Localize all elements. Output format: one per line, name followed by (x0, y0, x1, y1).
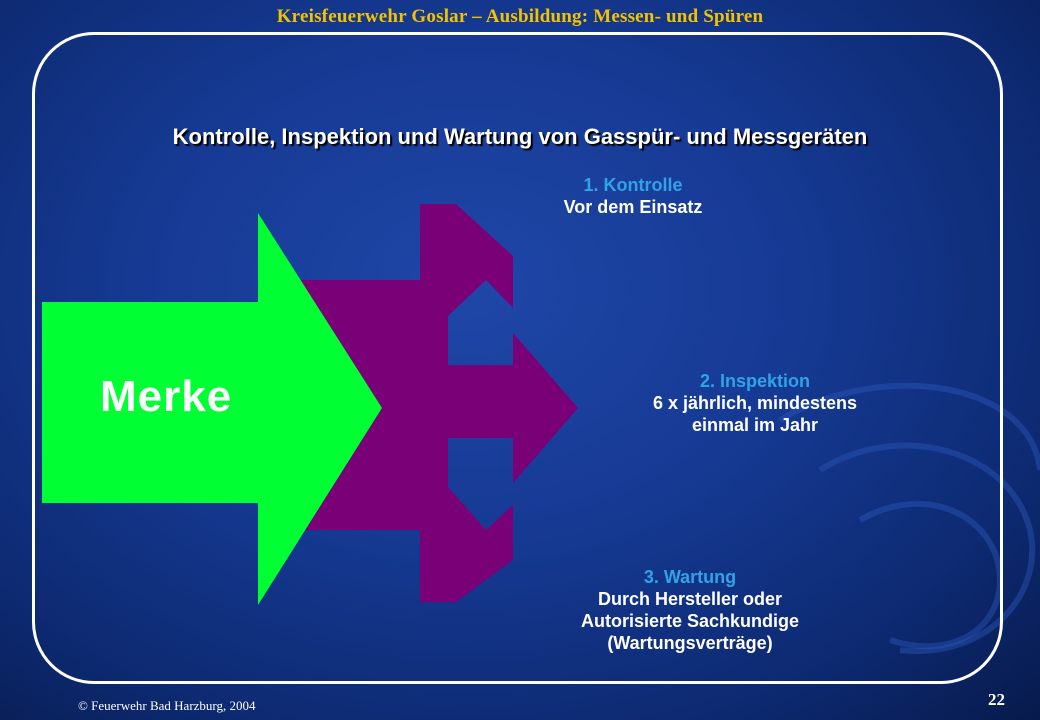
step-heading: 3. Wartung (643, 567, 737, 587)
step-heading: 1. Kontrolle (583, 175, 683, 195)
step-kontrolle (520, 174, 746, 218)
footer-copyright: © Feuerwehr Bad Harzburg, 2004 (78, 698, 256, 713)
slide-title: Kontrolle, Inspektion und Wartung von Gasspür- und Messgeräten (172, 124, 868, 149)
header-title: Kreisfeuerwehr Goslar – Ausbildung: Messen- und Spüren (276, 6, 764, 27)
merke-label: Merke (100, 372, 233, 421)
step-inspektion (600, 370, 910, 436)
page-number: 22 (988, 690, 1005, 709)
step-text: Durch Hersteller oder (597, 589, 783, 609)
step-text: (Wartungsverträge) (607, 633, 773, 653)
step-wartung (530, 566, 850, 654)
step-heading: 2. Inspektion (699, 371, 811, 391)
step-text: einmal im Jahr (691, 415, 819, 435)
step-text: 6 x jährlich, mindestens (652, 393, 858, 413)
step-text: Autorisierte Sachkundige (580, 611, 800, 631)
step-text: Vor dem Einsatz (563, 197, 703, 217)
